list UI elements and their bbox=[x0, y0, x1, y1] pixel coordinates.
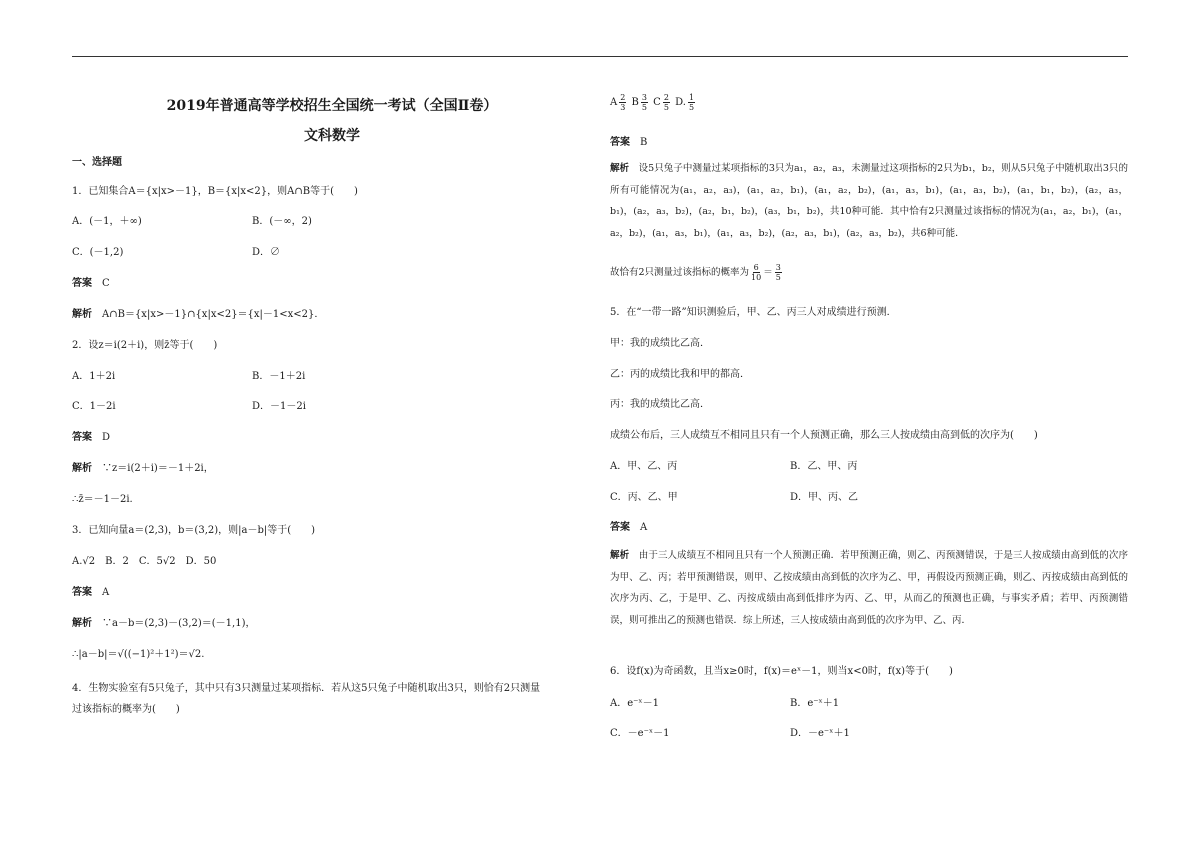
fraction-denominator: 10 bbox=[751, 273, 762, 282]
q6-option-d: D．－e⁻ˣ＋1 bbox=[790, 728, 850, 739]
section-heading: 一、选择题 bbox=[72, 157, 122, 168]
q5-option-b: B．乙、甲、丙 bbox=[790, 461, 858, 472]
conclusion-fraction-2 bbox=[775, 263, 782, 282]
q3-analysis-1 bbox=[72, 617, 255, 631]
q3-stem: 3．已知向量a＝(2,3)，b＝(3,2)，则|a－b|等于( ) bbox=[72, 525, 316, 536]
fraction-numerator: 1 bbox=[688, 93, 695, 102]
q2-analysis-1 bbox=[72, 462, 214, 476]
q5-stem: 5．在“一带一路”知识测验后，甲、乙、丙三人对成绩进行预测． bbox=[610, 307, 897, 318]
q5-option-a: A．甲、乙、丙 bbox=[610, 461, 678, 472]
analysis-text: A∩B＝{x|x>－1}∩{x|x<2}＝{x|－1<x<2}． bbox=[102, 309, 325, 320]
answer-label: 答案 bbox=[610, 137, 630, 148]
fraction-denominator: 3 bbox=[620, 103, 626, 112]
q5-prediction-3: 丙：我的成绩比乙高． bbox=[610, 399, 710, 410]
answer-label: 答案 bbox=[610, 522, 630, 533]
q2-option-a: A．1＋2i bbox=[72, 371, 116, 382]
q5-option-d: D．甲、丙、乙 bbox=[790, 492, 859, 503]
header-rule bbox=[72, 56, 1128, 57]
fraction-numerator: 6 bbox=[753, 263, 759, 272]
q6-option-a: A．e⁻ˣ－1 bbox=[610, 698, 660, 709]
q2-option-d: D．－1－2i bbox=[252, 401, 306, 412]
q5-prediction-1: 甲：我的成绩比乙高． bbox=[610, 338, 710, 349]
q4-stem-2: 过该指标的概率为( ) bbox=[72, 704, 180, 715]
q4-option-d-letter: D. bbox=[675, 97, 686, 108]
q1-option-d: D．∅ bbox=[252, 247, 281, 258]
q5-option-c: C．丙、乙、甲 bbox=[610, 492, 678, 503]
conclusion-text: 故恰有2只测量过该指标的概率为 bbox=[610, 267, 750, 278]
q2-analysis-2: ∴z̄＝－1－2i. bbox=[72, 494, 133, 505]
q5-analysis bbox=[610, 545, 1128, 631]
fraction-denominator: 5 bbox=[663, 103, 669, 112]
q6-option-c: C．－e⁻ˣ－1 bbox=[610, 728, 670, 739]
exam-subtitle: 文科数学 bbox=[304, 128, 360, 144]
q1-option-b: B．(－∞，2) bbox=[252, 216, 312, 227]
conclusion-fraction-1 bbox=[751, 263, 761, 282]
q3-answer bbox=[72, 586, 109, 600]
q4-options bbox=[610, 93, 697, 112]
answer-label: 答案 bbox=[72, 432, 92, 443]
q4-option-a-fraction bbox=[619, 93, 626, 112]
q2-stem: 2．设z＝i(2＋i)，则z̄等于( ) bbox=[72, 340, 218, 351]
fraction-denominator: 5 bbox=[641, 103, 647, 112]
q4-option-c-letter: C bbox=[653, 97, 661, 108]
analysis-text: ∵z＝i(2＋i)＝－1＋2i， bbox=[102, 463, 214, 474]
fraction-numerator: 2 bbox=[663, 93, 669, 102]
q4-stem-1: 4．生物实验室有5只兔子，其中只有3只测量过某项指标．若从这5只兔子中随机取出3只，则恰有2只测量 bbox=[72, 683, 541, 694]
answer-label: 答案 bbox=[72, 587, 92, 598]
answer-value: D bbox=[102, 432, 111, 443]
analysis-text: 设5只兔子中测量过某项指标的3只为a₁，a₂，a₃，未测量过这项指标的2只为b₁，b₂，则从5只兔子中随机取出3只的所有可能情况为(a₁，a₂，a₃)，(a₁，a₂，b₁)，(a₁，a₂，b₂)，(a₁，a₃，b₁)，(a₁，a₃，b₂)，(a₁，b₁，b₂)，(a₂，a₃，b₁)，(a₂，a₃，b₂)，(a₂，b₁，b₂)，(a₃，b₁，b₂)，共10种可能．其中恰有2只测量过该指标的情况为(a₁，a₂，b₁)，(a₁，a₂，b₂)，(a₁，a₃，b₁)，(a₁，a₃，b₂)，(a₂，a₃，b₁)，(a₂，a₃，b₂)，共6种可能． bbox=[610, 163, 1128, 239]
analysis-label: 解析 bbox=[72, 618, 92, 629]
q4-conclusion: 故恰有2只测量过该指标的概率为 $\frac{6}{10}$ ＝ $\frac{3}{5}$ bbox=[610, 263, 781, 282]
q3-options: A.√2 B．2 C．5√2 D．50 bbox=[72, 556, 217, 567]
q2-option-c: C．1－2i bbox=[72, 401, 116, 412]
analysis-label: 解析 bbox=[610, 163, 630, 174]
q4-option-b-letter: B bbox=[631, 97, 639, 108]
q1-analysis bbox=[72, 308, 324, 322]
q1-option-a: A．(－1，＋∞) bbox=[72, 216, 142, 227]
fraction-denominator: 5 bbox=[775, 273, 781, 282]
exam-title: 2019年普通高等学校招生全国统一考试（全国Ⅱ卷） bbox=[166, 98, 498, 114]
q1-option-c: C．(－1,2) bbox=[72, 247, 124, 258]
q4-option-c-fraction bbox=[663, 93, 670, 112]
q6-option-b: B．e⁻ˣ＋1 bbox=[790, 698, 840, 709]
q4-option-b-fraction bbox=[641, 93, 648, 112]
analysis-label: 解析 bbox=[72, 309, 92, 320]
analysis-label: 解析 bbox=[610, 550, 630, 561]
q2-answer bbox=[72, 431, 110, 445]
q5-question: 成绩公布后，三人成绩互不相同且只有一个人预测正确，那么三人按成绩由高到低的次序为( ) bbox=[610, 430, 1038, 441]
q5-prediction-2: 乙：丙的成绩比我和甲的都高． bbox=[610, 369, 750, 380]
fraction-numerator: 3 bbox=[641, 93, 647, 102]
q1-answer bbox=[72, 277, 110, 291]
fraction-numerator: 2 bbox=[620, 93, 626, 102]
q6-stem: 6．设f(x)为奇函数，且当x≥0时，f(x)＝eˣ－1，则当x<0时，f(x)等于( ) bbox=[610, 666, 953, 677]
analysis-text: ∵a－b＝(2,3)－(3,2)＝(－1,1)， bbox=[102, 618, 256, 629]
q4-answer bbox=[610, 136, 647, 150]
q1-stem: 1．已知集合A＝{x|x>－1}，B＝{x|x<2}，则A∩B等于( ) bbox=[72, 186, 358, 197]
q4-option-a-letter: A bbox=[610, 97, 618, 108]
fraction-numerator: 3 bbox=[775, 263, 781, 272]
answer-value: A bbox=[640, 522, 648, 533]
q2-option-b: B．－1＋2i bbox=[252, 371, 306, 382]
analysis-label: 解析 bbox=[72, 463, 92, 474]
q3-analysis-2: ∴|a－b|＝√((−1)²＋1²)＝√2. bbox=[72, 649, 205, 660]
answer-label: 答案 bbox=[72, 278, 92, 289]
fraction-denominator: 5 bbox=[688, 103, 695, 112]
q4-analysis bbox=[610, 158, 1128, 244]
answer-value: C bbox=[102, 278, 110, 289]
answer-value: A bbox=[102, 587, 110, 598]
analysis-text: 由于三人成绩互不相同且只有一个人预测正确．若甲预测正确，则乙、丙预测错误，于是三人按成绩由高到低的次序为甲、乙、丙；若甲预测错误，则甲、乙按成绩由高到低的次序为乙、甲，再假设丙预测正确，则乙、丙按成绩由高到低的次序为丙、乙，于是甲、乙、丙按成绩由高到低排序为丙、乙、甲，从而乙的预测也正确，与事实矛盾；若甲、丙预测错误，则可推出乙的预测也错误．综上所述，三人按成绩由高到低的次序为甲、乙、丙． bbox=[610, 550, 1128, 626]
q5-answer bbox=[610, 521, 647, 535]
answer-value: B bbox=[640, 137, 648, 148]
q4-option-d-fraction bbox=[688, 93, 695, 112]
